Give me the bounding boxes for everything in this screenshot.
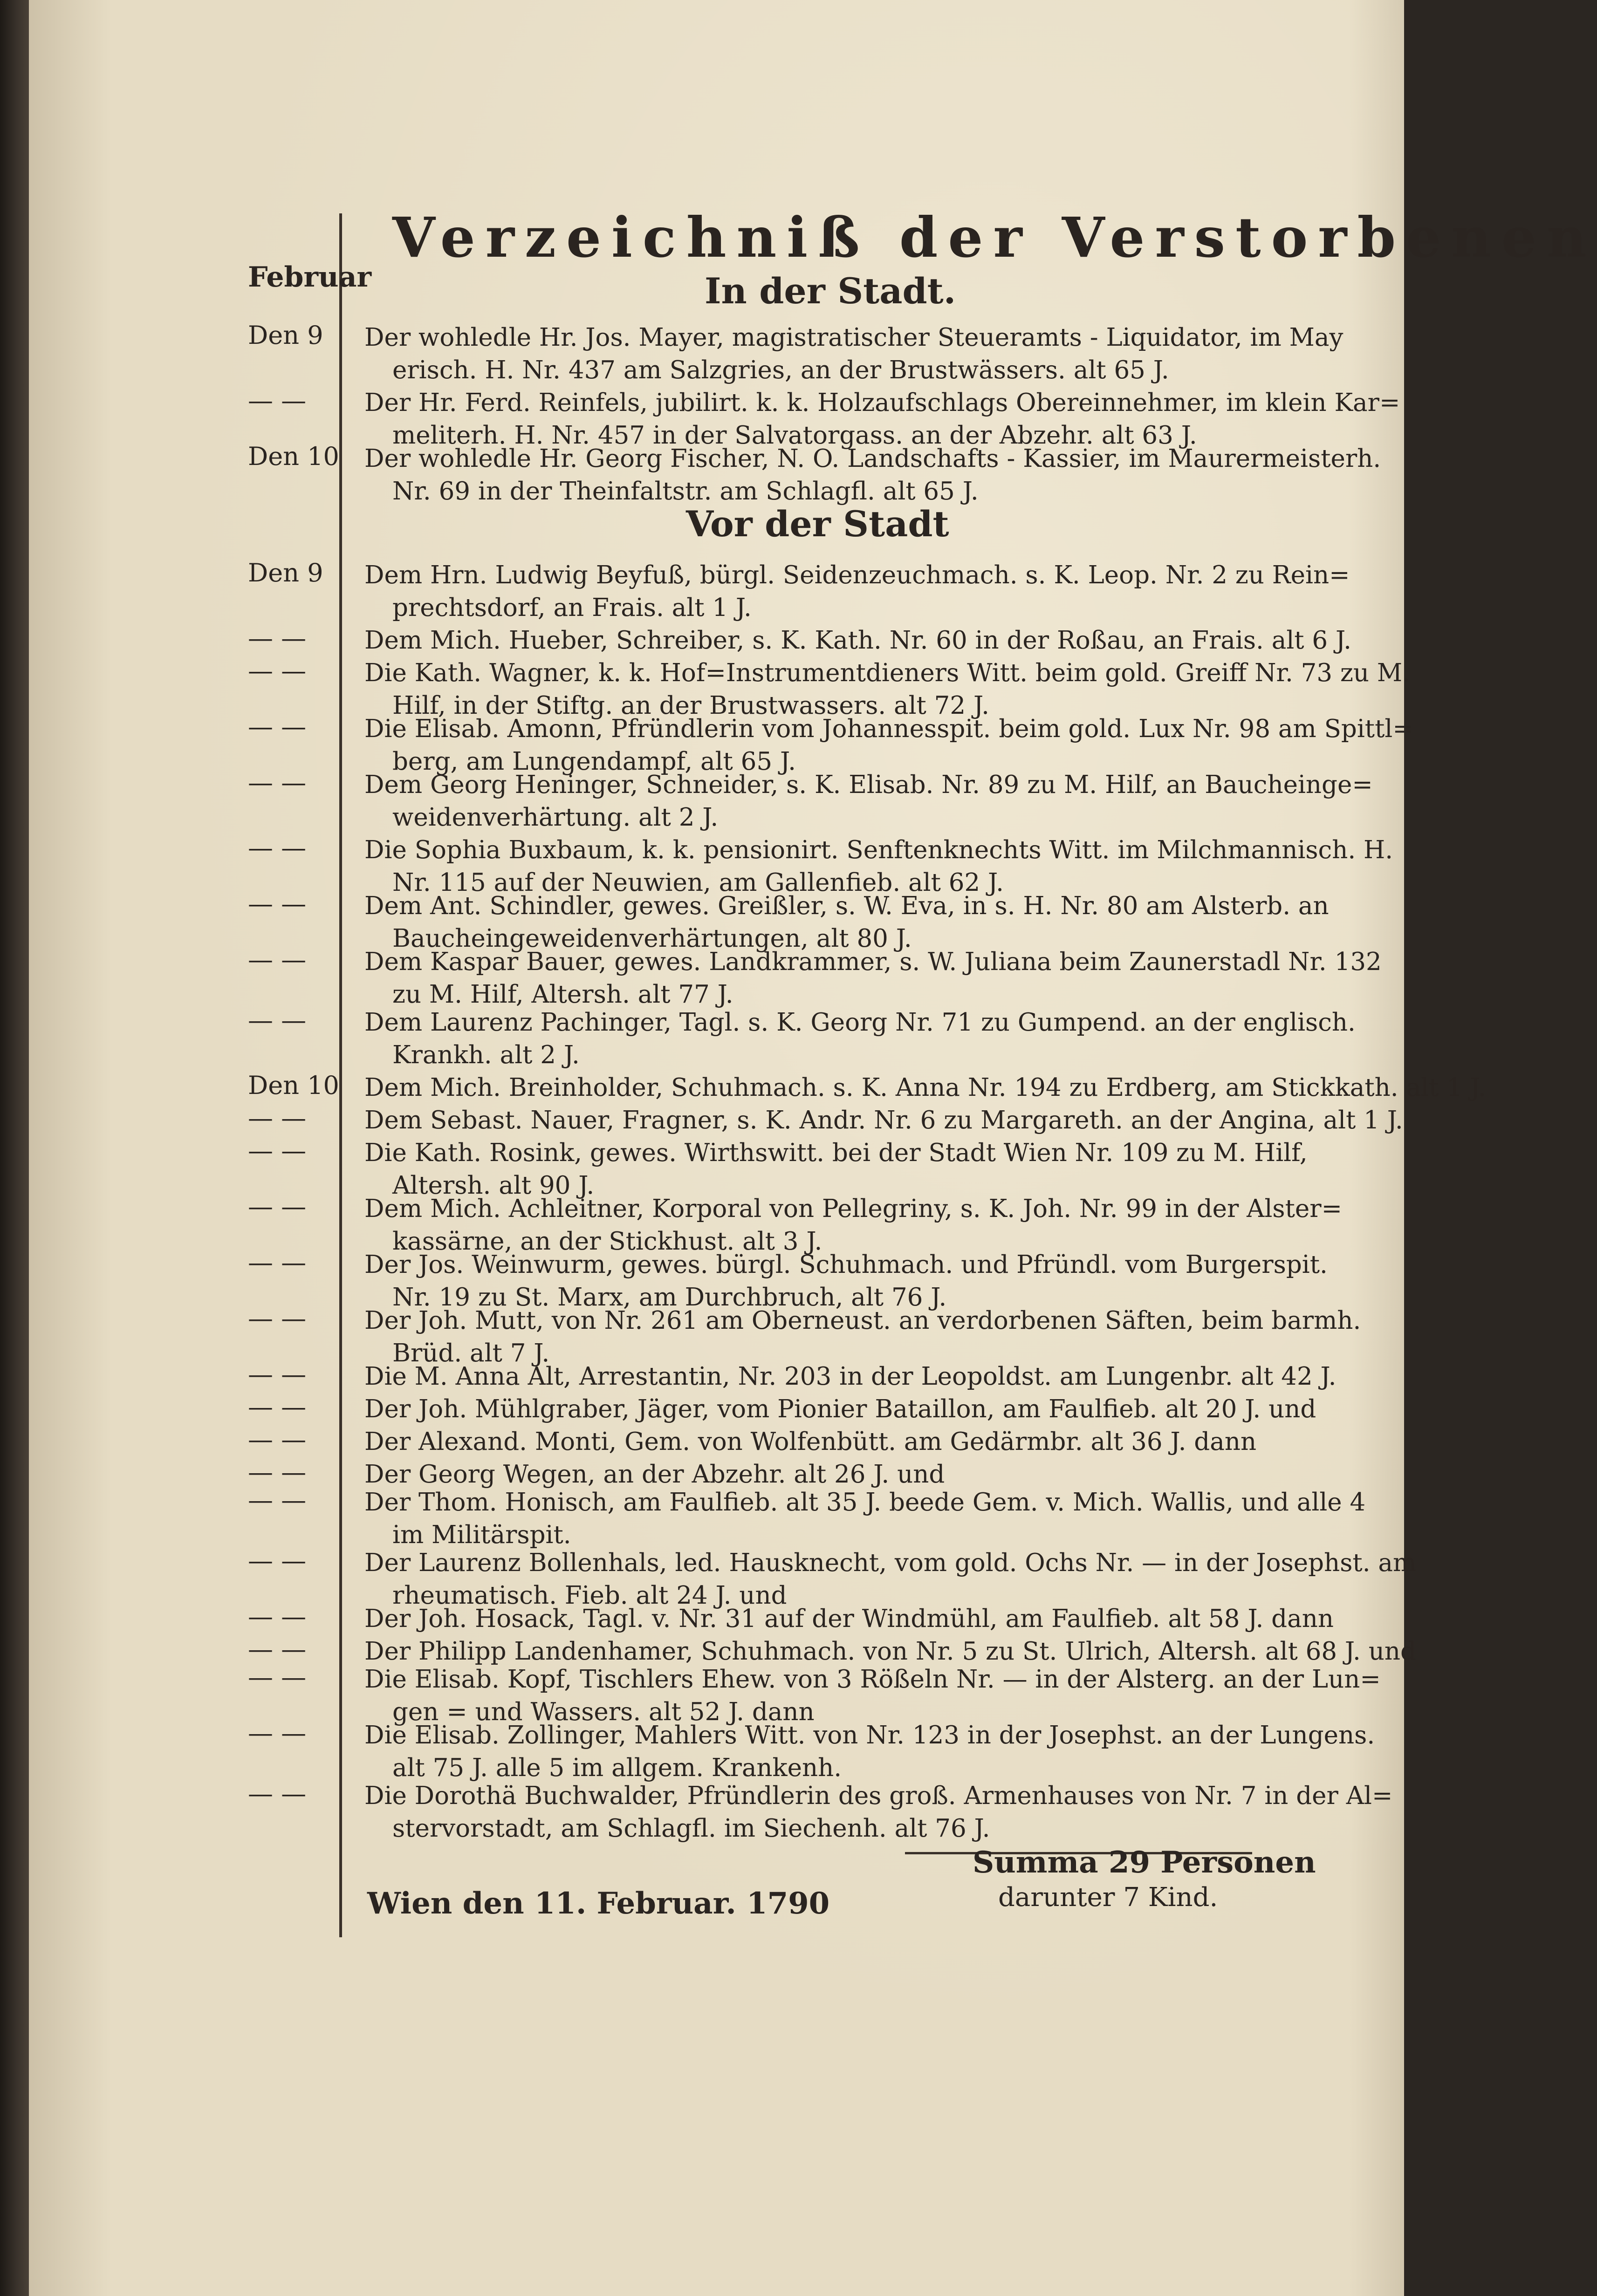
entry-text-line: Der Alexand. Monti, Gem. von Wolfenbütt. am Gedärmbr. alt 36 J. dann xyxy=(364,1428,1257,1456)
entry-text-line: Dem Kaspar Bauer, gewes. Landkrammer, s. W. Juliana beim Zaunerstadl Nr. 132 xyxy=(364,948,1382,976)
entry-date: — — xyxy=(248,1192,307,1221)
entry-text-line: Dem Hrn. Ludwig Beyfuß, bürgl. Seidenzeuchmach. s. K. Leop. Nr. 2 zu Rein= xyxy=(364,561,1350,589)
entry-text-line: berg, am Lungendampf, alt 65 J. xyxy=(392,747,796,776)
month-label: Februar xyxy=(248,261,372,294)
entry-text-line: stervorstadt, am Schlagfl. im Siechenh. alt 76 J. xyxy=(392,1814,990,1843)
entry-date: — — xyxy=(248,1457,307,1487)
entry-text-line: Nr. 115 auf der Neuwien, am Gallenfieb. alt 62 J. xyxy=(392,868,1004,897)
footer-place-date: Wien den 11. Februar. 1790 xyxy=(367,1886,830,1921)
entry-text-line: Brüd. alt 7 J. xyxy=(392,1339,550,1367)
entry-text-line: Dem Mich. Achleitner, Korporal von Pellegriny, s. K. Joh. Nr. 99 in der Alster= xyxy=(364,1195,1343,1223)
entry-text-line: im Militärspit. xyxy=(392,1521,571,1549)
register-entry xyxy=(364,1393,1316,1426)
entry-text-line: Der Philipp Landenhamer, Schuhmach. von Nr. 5 zu St. Ulrich, Altersh. alt 68 J. und xyxy=(364,1637,1416,1666)
register-entry xyxy=(364,1360,1337,1393)
register-entry xyxy=(364,657,1410,722)
register-entry xyxy=(364,769,1373,834)
entry-text-line: Der wohledle Hr. Jos. Mayer, magistratischer Steueramts - Liquidator, im May xyxy=(364,323,1343,352)
entry-text-line: Dem Mich. Hueber, Schreiber, s. K. Kath. Nr. 60 in der Roßau, an Frais. alt 6 J. xyxy=(364,626,1351,655)
entry-date: — — xyxy=(248,1779,307,1808)
register-entry xyxy=(364,387,1400,452)
register-entry xyxy=(364,1426,1296,1458)
entry-date: — — xyxy=(248,712,307,741)
entry-text-line: Altersh. alt 90 J. xyxy=(392,1171,595,1200)
register-entry xyxy=(364,1006,1356,1072)
entry-date: — — xyxy=(248,386,307,415)
entry-text-line: Die Kath. Wagner, k. k. Hof=Instrumentdieners Witt. beim gold. Greiff Nr. 73 zu M. xyxy=(364,659,1410,687)
entry-text-line: Dem Ant. Schindler, gewes. Greißler, s. W. Eva, in s. H. Nr. 80 am Alsterb. an xyxy=(364,892,1329,920)
register-entry xyxy=(364,1603,1334,1635)
entry-date: Den 9 xyxy=(248,558,323,588)
entry-text-line: kassärne, an der Stickhust. alt 3 J. xyxy=(392,1227,822,1256)
entry-text-line: gen = und Wassers. alt 52 J. dann xyxy=(392,1698,815,1726)
register-entry xyxy=(364,1137,1308,1202)
section-heading-in-der-stadt: In der Stadt. xyxy=(705,270,956,312)
entry-text-line: Krankh. alt 2 J. xyxy=(392,1041,580,1069)
entry-date: Den 10 xyxy=(248,442,339,471)
section-heading-vor-der-stadt: Vor der Stadt xyxy=(686,503,949,545)
entry-date: — — xyxy=(248,1602,307,1631)
left-column-rule xyxy=(339,213,342,1937)
entry-text-line: Der Joh. Mühlgraber, Jäger, vom Pionier Bataillon, am Faulfieb. alt 20 J. und xyxy=(364,1395,1316,1423)
entry-text-line: weidenverhärtung. alt 2 J. xyxy=(392,803,719,832)
entry-text-line: Der Jos. Weinwurm, gewes. bürgl. Schuhmach. und Pfründl. vom Burgerspit. xyxy=(364,1250,1328,1279)
entry-text-line: Dem Laurenz Pachinger, Tagl. s. K. Georg Nr. 71 zu Gumpend. an der englisch. xyxy=(364,1008,1356,1037)
register-entry xyxy=(364,713,1413,778)
entry-date: — — xyxy=(248,1718,307,1748)
register-entry xyxy=(364,1193,1343,1258)
entry-text-line: erisch. H. Nr. 437 am Salzgries, an der Brustwässers. alt 65 J. xyxy=(392,356,1169,384)
entry-text-line: Der wohledle Hr. Georg Fischer, N. O. Landschafts - Kassier, im Maurermeisterh. xyxy=(364,444,1381,473)
register-entry xyxy=(364,1547,1417,1612)
entry-date: — — xyxy=(248,1485,307,1515)
entry-date: — — xyxy=(248,833,307,862)
entry-date: — — xyxy=(248,1136,307,1165)
register-entry xyxy=(364,1249,1328,1314)
entry-text-line: Die Elisab. Zollinger, Mahlers Witt. von Nr. 123 in der Josephst. an der Lungens. xyxy=(364,1721,1375,1749)
register-entry xyxy=(364,1719,1375,1784)
entry-text-line: Der Georg Wegen, an der Abzehr. alt 26 J. und xyxy=(364,1460,945,1489)
entry-date: — — xyxy=(248,623,307,653)
entry-text-line: Baucheingeweidenverhärtungen, alt 80 J. xyxy=(392,924,912,953)
entry-date: — — xyxy=(248,656,307,685)
register-entry xyxy=(364,834,1393,899)
entry-text-line: prechtsdorf, an Frais. alt 1 J. xyxy=(392,594,752,622)
entry-date: Den 10 xyxy=(248,1071,339,1100)
register-entry xyxy=(364,624,1351,657)
entry-text-line: Der Joh. Hosack, Tagl. v. Nr. 31 auf der Windmühl, am Faulfieb. alt 58 J. dann xyxy=(364,1605,1334,1633)
entry-text-line: Nr. 19 zu St. Marx, am Durchbruch, alt 76 J. xyxy=(392,1283,947,1312)
entry-date: — — xyxy=(248,1304,307,1333)
entry-text-line: Hilf, in der Stiftg. an der Brustwassers. alt 72 J. xyxy=(392,691,989,720)
entry-text-line: Dem Mich. Breinholder, Schuhmach. s. K. Anna Nr. 194 zu Erdberg, am Stickkath. alt 1 J. xyxy=(364,1073,1486,1102)
register-entry xyxy=(364,443,1381,508)
entry-text-line: rheumatisch. Fieb. alt 24 J. und xyxy=(392,1581,787,1610)
entry-date: — — xyxy=(248,1005,307,1035)
register-entry xyxy=(364,946,1382,1011)
register-entry xyxy=(364,890,1329,955)
register-entry xyxy=(364,321,1343,387)
summa-total: Summa 29 Personen xyxy=(973,1845,1316,1880)
register-entry xyxy=(364,1072,1486,1104)
register-entry xyxy=(364,559,1350,624)
entry-text-line: Der Hr. Ferd. Reinfels, jubilirt. k. k. Holzaufschlags Obereinnehmer, im klein Kar= xyxy=(364,389,1400,417)
entry-text-line: alt 75 J. alle 5 im allgem. Krankenh. xyxy=(392,1754,842,1782)
register-entry xyxy=(364,1780,1393,1845)
entry-text-line: Der Laurenz Bollenhals, led. Hausknecht, vom gold. Ochs Nr. — in der Josephst. am xyxy=(364,1549,1417,1577)
entry-date: — — xyxy=(248,1392,307,1421)
entry-date: Den 9 xyxy=(248,321,323,350)
entry-text-line: Dem Georg Heninger, Schneider, s. K. Elisab. Nr. 89 zu M. Hilf, an Baucheinge= xyxy=(364,771,1373,799)
entry-date: — — xyxy=(248,768,307,797)
register-entry xyxy=(364,1104,1403,1137)
entry-text-line: zu M. Hilf, Altersh. alt 77 J. xyxy=(392,980,733,1009)
entry-text-line: Die Sophia Buxbaum, k. k. pensionirt. Senftenknechts Witt. im Milchmannisch. H. xyxy=(364,836,1393,864)
entry-date: — — xyxy=(248,1248,307,1277)
entry-text-line: Der Thom. Honisch, am Faulfieb. alt 35 J. beede Gem. v. Mich. Wallis, und alle 4 xyxy=(364,1488,1366,1517)
entry-date: — — xyxy=(248,1425,307,1454)
entry-date: — — xyxy=(248,1634,307,1664)
register-entry xyxy=(364,1305,1361,1370)
book-binding-edge xyxy=(0,0,29,2296)
entry-text-line: Dem Sebast. Nauer, Fragner, s. K. Andr. Nr. 6 zu Margareth. an der Angina, alt 1 J. xyxy=(364,1106,1403,1134)
children-count: darunter 7 Kind. xyxy=(998,1882,1218,1913)
entry-date: — — xyxy=(248,1360,307,1389)
entry-text-line: Die Elisab. Kopf, Tischlers Ehew. von 3 Rößeln Nr. — in der Alsterg. an der Lun= xyxy=(364,1665,1381,1694)
document-page xyxy=(29,0,1597,2296)
entry-date: — — xyxy=(248,889,307,918)
entry-text-line: Die Dorothä Buchwalder, Pfründlerin des groß. Armenhauses von Nr. 7 in der Al= xyxy=(364,1782,1393,1810)
entry-date: — — xyxy=(248,1546,307,1575)
entry-date: — — xyxy=(248,1662,307,1692)
entry-text-line: Der Joh. Mutt, von Nr. 261 am Oberneust. an verdorbenen Säften, beim barmh. xyxy=(364,1306,1361,1335)
entry-date: — — xyxy=(248,1103,307,1133)
entry-text-line: Die M. Anna Alt, Arrestantin, Nr. 203 in der Leopoldst. am Lungenbr. alt 42 J. xyxy=(364,1362,1337,1391)
entry-text-line: meliterh. H. Nr. 457 in der Salvatorgass. an der Abzehr. alt 63 J. xyxy=(392,421,1197,450)
entry-text-line: Die Elisab. Amonn, Pfründlerin vom Johannesspit. beim gold. Lux Nr. 98 am Spittl= xyxy=(364,715,1413,743)
register-entry xyxy=(364,1663,1381,1729)
entry-text-line: Nr. 69 in der Theinfaltstr. am Schlagfl. alt 65 J. xyxy=(392,477,979,506)
entry-text-line: Die Kath. Rosink, gewes. Wirthswitt. bei der Stadt Wien Nr. 109 zu M. Hilf, xyxy=(364,1139,1308,1167)
page-title: Verzeichniß der Verstorbenen xyxy=(392,205,1597,270)
register-entry xyxy=(364,1486,1366,1551)
entry-date: — — xyxy=(248,945,307,974)
